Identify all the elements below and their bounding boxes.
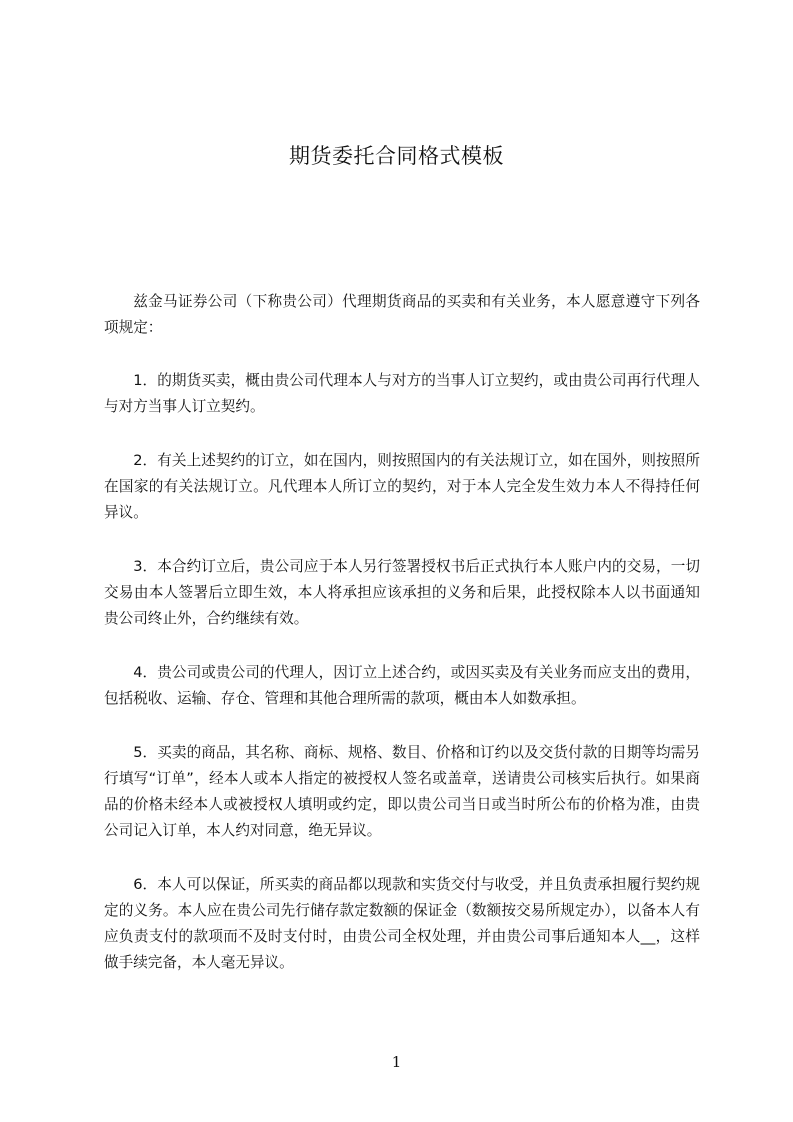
page-number: 1 — [391, 1053, 402, 1071]
clause-5: 5．买卖的商品，其名称、商标、规格、数目、价格和订约以及交货付款的日期等均需另行填写“订单”，经本人或本人指定的被授权人签名或盖章，送请贵公司核实后执行。如果商品的价格未经本人或被授权人填明或约定，即以贵公司当日或当时所公布的价格为准，由贵公司记入订单，本人约对同意，绝无异议。 — [104, 744, 700, 839]
clause-3: 3．本合约订立后，贵公司应于本人另行签署授权书后正式执行本人账户内的交易，一切交易由本人签署后立即生效，本人将承担应该承担的义务和后果，此授权除本人以书面通知贵公司终止外，合约继续有效。 — [104, 558, 700, 627]
document-title: 期货委托合同格式模板 — [289, 144, 504, 168]
intro-paragraph: 兹金马证券公司（下称贵公司）代理期货商品的买卖和有关业务，本人愿意遵守下列各项规定： — [104, 293, 700, 336]
clause-2: 2．有关上述契约的订立，如在国内，则按照国内的有关法规订立，如在国外，则按照所在国家的有关法规订立。凡代理本人所订立的契约，对于本人完全发生效力本人不得持任何异议。 — [104, 452, 700, 521]
clause-4: 4．贵公司或贵公司的代理人，因订立上述合约，或因买卖及有关业务而应支出的费用，包括税收、运输、存仓、管理和其他合理所需的款项，概由本人如数承担。 — [104, 664, 700, 707]
clause-6: 6．本人可以保证，所买卖的商品都以现款和实货交付与收受，并且负责承担履行契约规定的义务。本人应在贵公司先行储存款定数额的保证金（数额按交易所规定办），以备本人有应负责支付的款项而不及时支付时，由贵公司全权处理，并由贵公司事后通知本人__，这样做手续完备，本人毫无异议。 — [104, 876, 700, 971]
clause-1: 1．的期货买卖，概由贵公司代理本人与对方的当事人订立契约，或由贵公司再行代理人与对方当事人订立契约。 — [104, 372, 700, 415]
